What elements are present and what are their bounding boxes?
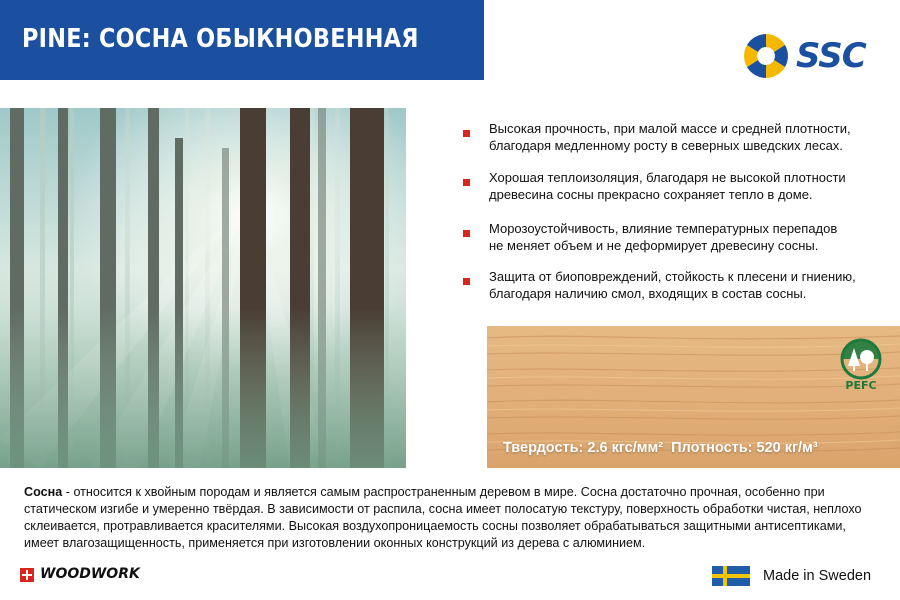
made-in-label: Made in Sweden bbox=[763, 568, 872, 584]
title-banner bbox=[0, 0, 484, 80]
feature-text: Высокая прочность, при малой массе и средней плотности, благодаря медленному росту в северных шведских лесах. bbox=[489, 121, 851, 153]
woodwork-brand-text: WOODWORK bbox=[40, 566, 140, 582]
density-value: Плотность: 520 кг/м³ bbox=[671, 440, 818, 456]
feature-text: Защита от биоповреждений, стойкость к плесени и гниению, благодаря наличию смол, входящих в состав сосны. bbox=[489, 269, 856, 301]
pefc-logo-icon bbox=[836, 338, 886, 396]
bullet-icon bbox=[463, 278, 470, 285]
description-term: Сосна bbox=[24, 485, 63, 499]
bullet-icon bbox=[463, 179, 470, 186]
description-paragraph bbox=[24, 484, 882, 552]
wood-properties bbox=[503, 440, 818, 456]
feature-text: Морозоустойчивость, влияние температурных перепадов не меняет объем и не деформирует древесину сосны. bbox=[489, 221, 838, 253]
ssc-logo-text: SSC bbox=[796, 36, 866, 76]
description-text: - относится к хвойным породам и является самым распространенным деревом в мире. Сосна достаточно прочная, особенно при статическом изгибе и умеренно твёрдая. В зависимости от распила, сосна имеет полосатую текстуру, поверхность обработки чистая, неплохо склеивается, протравливается красителями. Высокая воздухопроницаемость сосны позволяет обрабатываться защитными антисептиками, имеет влагозащищенность, применяется при изготовлении оконных конструкций из дерева с алюминием. bbox=[24, 485, 862, 550]
sweden-flag-icon bbox=[712, 566, 750, 586]
ssc-logo-icon bbox=[742, 32, 790, 80]
feature-text: Хорошая теплоизоляция, благодаря не высокой плотности древесина сосны прекрасно сохраняет тепло в доме. bbox=[489, 170, 846, 202]
page-title: PINE: СОСНА ОБЫКНОВЕННАЯ bbox=[22, 24, 419, 54]
bullet-icon bbox=[463, 130, 470, 137]
hardness-value: Твердость: 2.6 кгс/мм² bbox=[503, 440, 664, 456]
bullet-icon bbox=[463, 230, 470, 237]
pefc-label: PEFC bbox=[845, 379, 877, 392]
woodwork-logo-icon bbox=[20, 568, 34, 582]
ssc-logo bbox=[742, 32, 872, 80]
forest-photo bbox=[0, 108, 406, 468]
